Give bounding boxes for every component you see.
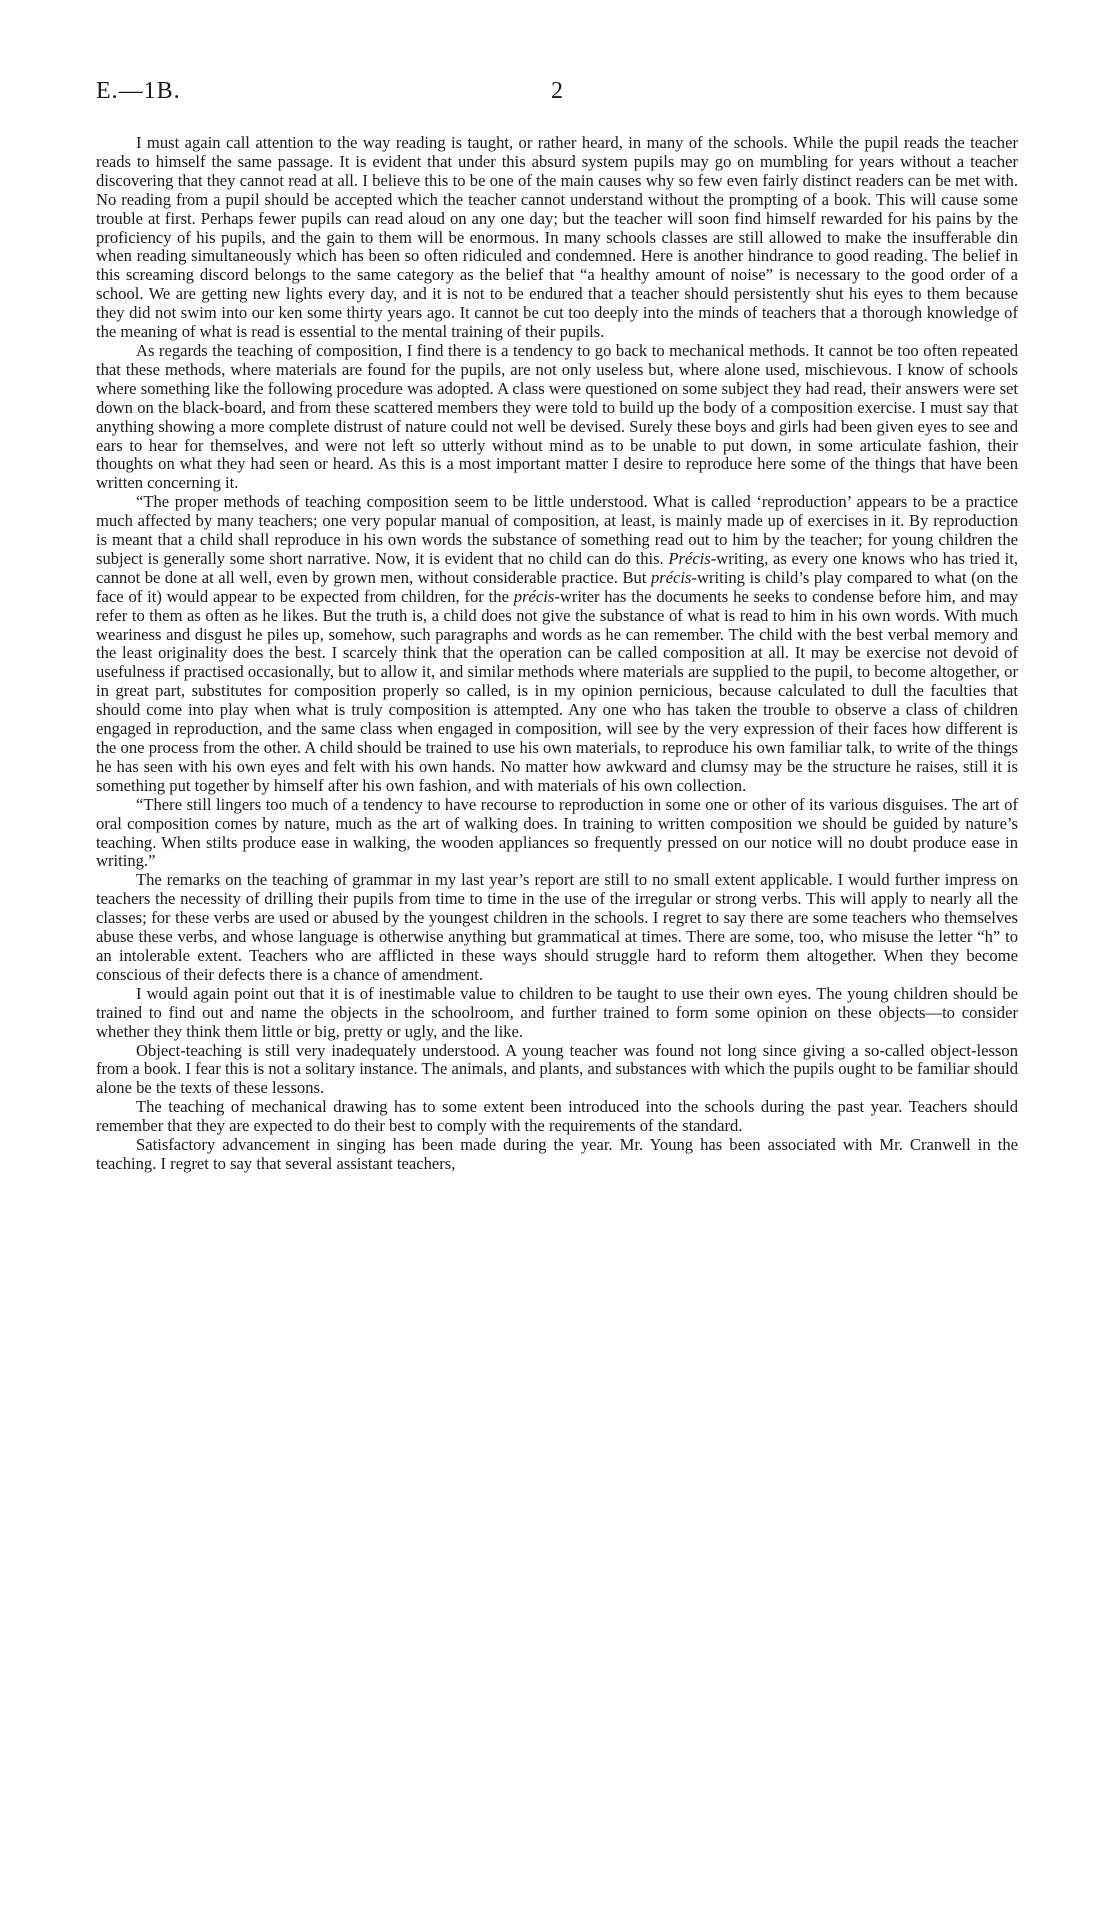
paragraph-composition: As regards the teaching of composition, I find there is a tendency to go back to mechanical methods. It cannot be too often repeated that these methods, where materials are found for the pupils, are not only useless but, where alone used, mischievous. I know of schools where something like the following procedure was adopted. A class were questioned on some subject they had read, their answers were set down on the black-board, and from these scattered members they were told to build up the body of a composition exercise. I must say that anything showing a more complete distrust of nature could not well be devised. Surely these boys and girls had been given eyes to see and ears to hear for themselves, and were not left so utterly without mind as to be unable to put down, in some articulate fashion, their thoughts on what they had seen or heard. As this is a most important matter I desire to reproduce here some of the things that have been written concerning it.: [96, 340, 1018, 493]
paragraph-drawing: The teaching of mechanical drawing has to some extent been introduced into the schools during the past year. Teachers should remember that they are expected to do their best to comply with the requirements of the standard.: [96, 1097, 1018, 1136]
paragraph-quote-disguises: “There still lingers too much of a tendency to have recourse to reproduction in some one or other of its various disguises. The art of oral composition comes by nature, much as the art of walking does. In training to written composition we should be guided by nature’s teaching. When stilts produce ease in walking, the wooden appliances so frequently pressed on our notice will no doubt produce ease in writing.”: [96, 794, 1018, 871]
page-number: 2: [551, 78, 563, 104]
paragraph-object-teaching: Object-teaching is still very inadequately understood. A young teacher was found not long since giving a so-called object-lesson from a book. I fear this is not a solitary instance. The animals, and plants, and substances with which the pupils ought to be familiar should alone be the texts of these lessons.: [96, 1040, 1018, 1098]
body-text: [96, 134, 1018, 1174]
paragraph-singing: Satisfactory advancement in singing has been made during the year. Mr. Young has been associated with Mr. Cranwell in the teaching. I regret to say that several assistant teachers,: [96, 1135, 1018, 1173]
document-reference: E.—1B.: [96, 78, 181, 104]
page-header: [96, 78, 1018, 108]
paragraph-quote-reproduction: “The proper methods of teaching composition seem to be little understood. What is called ‘reproduction’ appears to be a practice much affected by many teachers; one very popular manual of composition, at least, is mainly made up of exercises in it. By reproduction is meant that a child shall reproduce in his own words the substance of something read out to him by the teacher; for young children the subject is generally some short narrative. Now, it is evident that no child can do this. Précis-writing, as every one knows who has tried it, cannot be done at all well, even by grown men, without considerable practice. But précis-writing is child’s play compared to what (on the face of it) would appear to be expected from children, for the précis-writer has the documents he seeks to condense before him, and may refer to them as often as he likes. But the truth is, a child does not give the substance of what is read to him in his own words. With much weariness and disgust he piles up, somehow, such paragraphs and words as he can remember. The child with the best verbal memory and the least originality does the best. I scarcely think that the operation can be called composition at all. It may be exercise not devoid of usefulness if practised occasionally, but to allow it, and similar methods where materials are supplied to the pupil, to become altogether, or in great part, substitutes for composition properly so called, is in my opinion pernicious, because calculated to dull the faculties that should come into play when what is truly composition is attempted. Any one who has taken the trouble to observe a class of children engaged in reproduction, and the same class when engaged in composition, will see by the very expression of their faces how different is the one process from the other. A child should be trained to use his own materials, to reproduce his own familiar talk, to write of the things he has seen with his own eyes and felt with his own hands. No matter how awkward and clumsy may be the structure he raises, still it is something put together by himself after his own fashion, and with materials of his own collection.: [96, 492, 1018, 795]
paragraph-eyes: I would again point out that it is of inestimable value to children to be taught to use their own eyes. The young children should be trained to find out and name the objects in the schoolroom, and further trained to form some opinion on these objects—to consider whether they think them little or big, pretty or ugly, and the like.: [96, 983, 1018, 1041]
paragraph-reading: I must again call attention to the way reading is taught, or rather heard, in many of the schools. While the pupil reads the teacher reads to himself the same passage. It is evident that under this absurd system pupils may go on mumbling for years without a teacher discovering that they cannot read at all. I believe this to be one of the main causes why so few even fairly distinct readers can be met with. No reading from a pupil should be accepted which the teacher cannot understand without the prompting of a book. This will cause some trouble at first. Perhaps fewer pupils can read aloud on any one day; but the teacher will soon find himself rewarded for his pains by the proficiency of his pupils, and the gain to them will be enormous. In many schools classes are still allowed to make the insufferable din when reading simultaneously which has been so often ridiculed and condemned. Here is another hindrance to good reading. The belief in this screaming discord belongs to the same category as the belief that “a healthy amount of noise” is necessary to the good order of a school. We are getting new lights every day, and it is not to be endured that a teacher should persistently shut his eyes to them because they did not swim into our ken some thirty years ago. It cannot be cut too deeply into the minds of teachers that a thorough knowledge of the meaning of what is read is essential to the mental training of their pupils.: [96, 133, 1018, 342]
paragraph-grammar: The remarks on the teaching of grammar in my last year’s report are still to no small extent applicable. I would further impress on teachers the necessity of drilling their pupils from time to time in the use of the irregular or strong verbs. This will apply to nearly all the classes; for these verbs are used or abused by the youngest children in the schools. I regret to say there are some teachers who themselves abuse these verbs, and whose language is otherwise anything but grammatical at times. There are some, too, who misuse the letter “h” to an intolerable extent. Teachers who are afflicted in these ways should struggle hard to reform them altogether. When they become conscious of their defects there is a chance of amendment.: [96, 870, 1018, 984]
